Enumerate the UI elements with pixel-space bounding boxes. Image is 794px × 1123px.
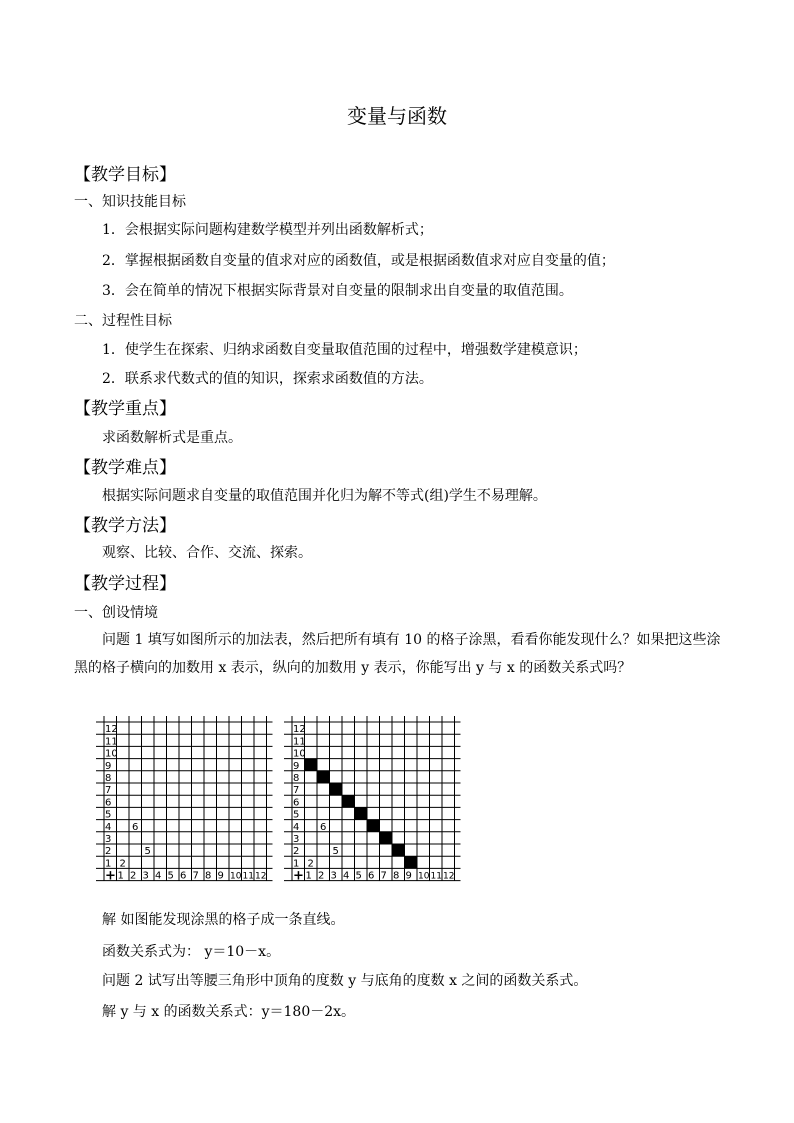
row-label: 6	[293, 797, 300, 809]
row-label: 5	[293, 809, 300, 821]
column-label: 1	[117, 870, 124, 882]
table-cell-value: 2	[119, 858, 126, 870]
row-label: 2	[105, 846, 112, 858]
column-label: 4	[155, 870, 162, 882]
answer-1-formula: 函数关系式为： y＝10－x。	[102, 944, 281, 960]
answer-1: 解 如图能发现涂黑的格子成一条直线。	[102, 912, 345, 928]
column-label: 2	[130, 870, 137, 882]
subheading-process: 二、过程性目标	[74, 313, 172, 329]
plus-sign: +	[293, 868, 304, 884]
column-label: 6	[180, 870, 187, 882]
heading-goals: 【教学目标】	[74, 165, 176, 185]
column-label: 6	[368, 870, 375, 882]
shaded-cell	[317, 771, 330, 783]
addition-table-figures	[96, 716, 466, 896]
table-cell-value: 2	[307, 858, 314, 870]
row-label: 4	[293, 821, 300, 833]
row-label: 9	[293, 760, 300, 772]
column-label: 9	[405, 870, 412, 882]
row-label: 11	[105, 736, 118, 748]
column-label: 2	[318, 870, 325, 882]
column-label: 12	[443, 871, 455, 882]
table-cell-value: 6	[132, 821, 139, 833]
row-label: 3	[293, 834, 300, 845]
heading-method: 【教学方法】	[74, 516, 176, 536]
row-label: 8	[293, 773, 300, 784]
row-label: 1	[293, 858, 300, 870]
shaded-cell	[405, 856, 418, 868]
heading-process: 【教学过程】	[74, 574, 176, 594]
column-label: 1	[305, 870, 312, 882]
table-cell-value: 6	[320, 821, 327, 833]
row-label: 2	[293, 846, 300, 858]
column-label: 11	[242, 871, 254, 882]
row-label: 1	[105, 858, 112, 870]
row-label: 8	[105, 773, 112, 784]
row-label: 11	[293, 736, 306, 748]
column-label: 11	[430, 871, 442, 882]
row-label: 6	[105, 797, 112, 809]
column-label: 8	[205, 870, 212, 882]
column-label: 5	[167, 870, 174, 882]
column-label: 4	[343, 870, 350, 882]
goal-item: 1．使学生在探索、归纳求函数自变量取值范围的过程中，增强数学建模意识；	[102, 342, 587, 358]
row-label: 12	[293, 724, 306, 736]
row-label: 3	[105, 834, 112, 845]
row-label: 10	[105, 748, 118, 760]
column-label: 3	[330, 870, 337, 882]
addition-table-shaded	[284, 716, 461, 884]
shaded-cell	[330, 783, 343, 795]
goal-item: 1．会根据实际问题构建数学模型并列出函数解析式；	[102, 222, 433, 238]
column-label: 10	[418, 871, 430, 882]
column-label: 12	[255, 871, 267, 882]
row-label: 10	[293, 748, 306, 760]
plus-sign: +	[105, 868, 116, 884]
method-text: 观察、比较、合作、交流、探索。	[102, 545, 312, 561]
shaded-cell	[342, 795, 355, 807]
row-label: 9	[105, 760, 112, 772]
row-label: 4	[105, 821, 112, 833]
row-label: 5	[105, 809, 112, 821]
column-label: 7	[380, 870, 387, 882]
subheading-knowledge: 一、知识技能目标	[74, 194, 186, 210]
table-cell-value: 5	[144, 846, 151, 858]
shaded-cell	[355, 807, 368, 819]
key-points-text: 求函数解析式是重点。	[102, 430, 242, 446]
row-label: 7	[105, 785, 112, 797]
shaded-cell	[392, 844, 405, 856]
heading-difficulties: 【教学难点】	[74, 458, 176, 478]
addition-table-blank	[96, 716, 273, 884]
column-label: 7	[192, 870, 199, 882]
question-1: 问题 1 填写如图所示的加法表，然后把所有填有 10 的格子涂黑，看看你能发现什么？如果把这些涂黑的格子横向的加数用 x 表示，纵向的加数用 y 表示，你能写出 y 与 x 的函数关系式吗？	[74, 632, 721, 676]
page-title: 变量与函数	[347, 104, 447, 128]
goal-item: 2．联系求代数式的值的知识，探索求函数值的方法。	[102, 371, 433, 387]
answer-2: 解 y 与 x 的函数关系式：y＝180－2x。	[102, 1004, 356, 1020]
table-cell-value: 5	[332, 846, 339, 858]
goal-item: 2．掌握根据函数自变量的值求对应的函数值，或是根据函数值求对应自变量的值；	[102, 253, 615, 269]
heading-key-points: 【教学重点】	[74, 399, 176, 419]
row-label: 12	[105, 724, 118, 736]
column-label: 8	[393, 870, 400, 882]
column-label: 5	[355, 870, 362, 882]
goal-item: 3．会在简单的情况下根据实际背景对自变量的限制求出自变量的取值范围。	[102, 283, 573, 299]
column-label: 3	[142, 870, 149, 882]
difficulties-text: 根据实际问题求自变量的取值范围并化归为解不等式(组)学生不易理解。	[102, 488, 547, 504]
column-label: 10	[230, 871, 242, 882]
shaded-cell	[305, 759, 318, 771]
column-label: 9	[217, 870, 224, 882]
question-2: 问题 2 试写出等腰三角形中顶角的度数 y 与底角的度数 x 之间的函数关系式。	[102, 973, 588, 989]
shaded-cell	[380, 832, 393, 844]
row-label: 7	[293, 785, 300, 797]
subheading-scenario: 一、创设情境	[74, 605, 158, 621]
shaded-cell	[367, 820, 380, 832]
